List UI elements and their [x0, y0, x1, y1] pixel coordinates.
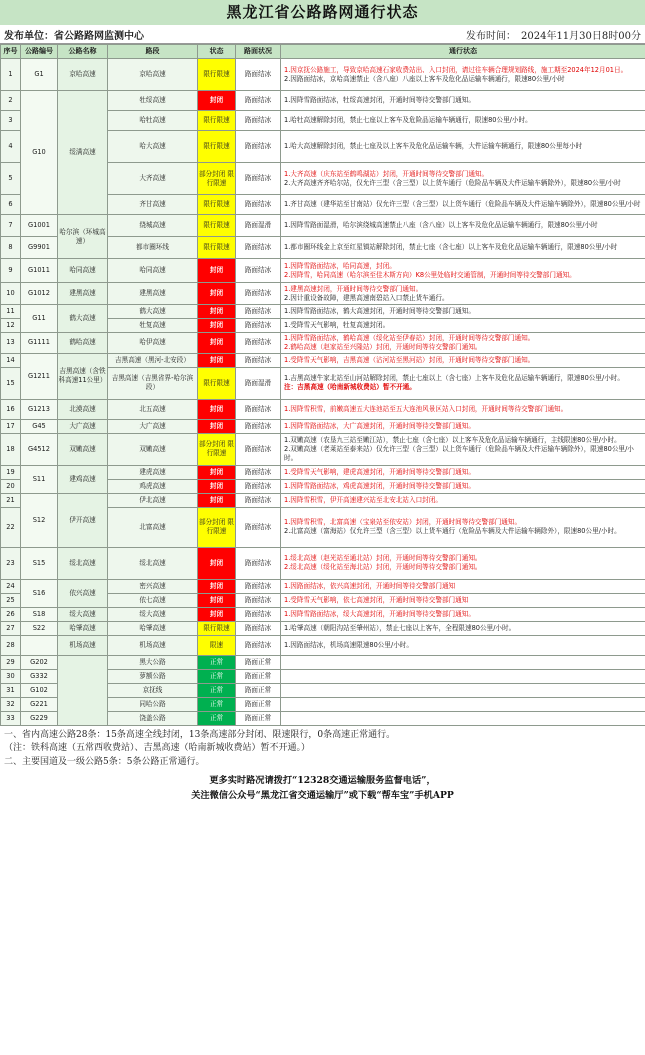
- road-segment: 黑大公路: [108, 655, 198, 669]
- traffic-info-line: 1.受降雪天气影响，吉黑高速（沾河站至黑河站）封闭，开通时间等待交警部门通知。: [284, 355, 535, 364]
- col-header-name: 公路名称: [58, 45, 108, 59]
- road-segment: 建黑高速: [108, 283, 198, 305]
- status-badge: 正常: [198, 655, 236, 669]
- road-name: [58, 655, 108, 725]
- page-title: 黑龙江省公路路网通行状态: [0, 0, 645, 25]
- summary-national-roads: 二、主要国道及一级公路5条：5条公路正常通行。: [4, 756, 205, 767]
- traffic-info-line: 2.绥北高速（绥化站至海北站）封闭，开通时间等待交警部门通知。: [284, 563, 482, 572]
- summary-footer: [0, 726, 645, 770]
- road-segment: 北五高速: [108, 399, 198, 419]
- table-row: [1, 305, 645, 319]
- surface-condition: 路面结冰: [236, 399, 281, 419]
- traffic-info-line: 2.因降雪，哈同高速（哈尔滨至佳木斯方向）K8公里处临时交通管制，开通时间等待交警部门通知。: [284, 270, 576, 279]
- row-seq: 3: [1, 111, 21, 131]
- status-badge: 正常: [198, 669, 236, 683]
- road-segment: 哈牡高速: [108, 111, 198, 131]
- traffic-info-line: 1.哈大高速解除封闭，禁止七座及以上客车及危化品运输车辆，大件运输车辆通行，限速80公里每小时: [284, 142, 583, 151]
- traffic-info-line: 1.因降雪路面结冰，牡绥高速封闭，开通时间等待交警部门通知。: [284, 96, 475, 105]
- road-code: S15: [21, 547, 58, 579]
- road-code: G1211: [21, 353, 58, 399]
- col-header-segment: 路段: [108, 45, 198, 59]
- traffic-info-line: 1.因路面结冰，依兴高速封闭，开通时间等待交警部门通知: [284, 581, 456, 590]
- row-seq: 10: [1, 283, 21, 305]
- surface-condition: 路面结冰: [236, 493, 281, 507]
- surface-condition: 路面结冰: [236, 91, 281, 111]
- road-segment: 绥北高速: [108, 547, 198, 579]
- traffic-info-line: 1.哈肇高速（朝阳沟站至肇州站），禁止七座以上客车，全程限速80公里/小时。: [284, 623, 516, 632]
- row-seq: 6: [1, 195, 21, 215]
- traffic-info: [281, 493, 645, 507]
- traffic-info: [281, 367, 645, 399]
- traffic-info: [281, 593, 645, 607]
- road-segment: 双嫩高速: [108, 433, 198, 465]
- traffic-info: [281, 669, 645, 683]
- road-code: G11: [21, 305, 58, 333]
- road-segment: 饶盖公路: [108, 711, 198, 725]
- status-badge: 封闭: [198, 579, 236, 593]
- status-badge: 部分封闭 限行限速: [198, 507, 236, 547]
- road-segment: 大广高速: [108, 419, 198, 433]
- road-segment: 鸡虎高速: [108, 479, 198, 493]
- road-name: 哈同高速: [58, 259, 108, 283]
- status-badge: 封闭: [198, 259, 236, 283]
- traffic-info-line: 1.因降雪路面结冰，鸡虎高速封闭，开通时间等待交警部门通知。: [284, 481, 475, 490]
- traffic-info: [281, 433, 645, 465]
- hotline-line-2: 关注微信公众号“黑龙江省交通运输厅”或下载“帮车宝”手机APP: [191, 790, 454, 802]
- traffic-info: [281, 111, 645, 131]
- road-segment: 京哈高速: [108, 59, 198, 91]
- publish-info-row: [0, 25, 645, 44]
- row-seq: 16: [1, 399, 21, 419]
- status-badge: 封闭: [198, 353, 236, 367]
- traffic-info-line: 1.因降雪路面结冰，鹤哈高速（绥化站至伊春站）封闭，开通时间等待交警部门通知。: [284, 334, 535, 342]
- traffic-info: [281, 131, 645, 163]
- table-row: [1, 579, 645, 593]
- road-segment: 北富高速: [108, 507, 198, 547]
- surface-condition: 路面结冰: [236, 419, 281, 433]
- surface-condition: 路面结冰: [236, 283, 281, 305]
- road-name: 双嫩高速: [58, 433, 108, 465]
- surface-condition: 路面结冰: [236, 593, 281, 607]
- row-seq: 9: [1, 259, 21, 283]
- table-row: [1, 493, 645, 507]
- traffic-info-line: 注：吉黑高速（哈南新城收费站）暂不开通。: [284, 383, 416, 392]
- row-seq: 25: [1, 593, 21, 607]
- road-name: 哈尔滨（环城高速）: [58, 215, 108, 259]
- row-seq: 26: [1, 607, 21, 621]
- publisher-label: 发布单位：省公路路网监测中心: [4, 30, 144, 42]
- status-badge: 封闭: [198, 305, 236, 319]
- road-name: 机场高速: [58, 635, 108, 655]
- row-seq: 7: [1, 215, 21, 237]
- traffic-info: [281, 237, 645, 259]
- traffic-info-line: 1.因降雪路面结冰，哈同高速，封闭。: [284, 261, 396, 270]
- status-badge: 封闭: [198, 465, 236, 479]
- row-seq: 22: [1, 507, 21, 547]
- table-row: [1, 333, 645, 354]
- road-segment: 鹤大高速: [108, 305, 198, 319]
- surface-condition: 路面结冰: [236, 353, 281, 367]
- traffic-info: [281, 697, 645, 711]
- row-seq: 5: [1, 163, 21, 195]
- status-badge: 限行限速: [198, 621, 236, 635]
- status-badge: 封闭: [198, 399, 236, 419]
- road-code: [21, 635, 58, 655]
- traffic-info-line: 1.受降雪天气影响，依七高速封闭，开通时间等待交警部门通知: [284, 595, 469, 604]
- traffic-info: [281, 59, 645, 91]
- traffic-info: [281, 479, 645, 493]
- row-seq: 30: [1, 669, 21, 683]
- traffic-info-line: 1.哈牡高速解除封闭，禁止七座以上客车及危险品运输车辆通行，限速80公里/小时。: [284, 116, 532, 125]
- road-status-table: [0, 44, 645, 726]
- road-name: 建黑高速: [58, 283, 108, 305]
- traffic-info-line: 1.因降雪路面结冰，绥大高速封闭，开通时间等待交警部门通知。: [284, 609, 475, 618]
- road-code: S16: [21, 579, 58, 607]
- traffic-info: [281, 163, 645, 195]
- table-row: [1, 215, 645, 237]
- table-body: [1, 59, 645, 726]
- traffic-info: [281, 465, 645, 479]
- traffic-info-line: 1.吉黑高速牛家北站至山河站解除封闭，禁止七座以上（含七座）上客车及危化品运输车辆通行，限速80公里/小时。: [284, 374, 624, 383]
- row-seq: 28: [1, 635, 21, 655]
- surface-condition: 路面正常: [236, 669, 281, 683]
- traffic-info-line: 2.双嫩高速（老莱站至泰来站）仅允许三型（含三型）以上货车通行（危险品车辆及大件运输车辆除外），限速80公里/小时。: [284, 444, 634, 462]
- road-segment: 同哈公路: [108, 697, 198, 711]
- table-row: [1, 59, 645, 91]
- road-code: G1011: [21, 259, 58, 283]
- status-badge: 限行限速: [198, 367, 236, 399]
- surface-condition: 路面湿滑: [236, 215, 281, 237]
- traffic-info-line: 1.因降雪积雪，伊开高速建兴站至北安北站入口封闭。: [284, 495, 442, 504]
- traffic-info-line: 1.因降雪积雪，前嫩高速五大连池站至五大连池风景区站入口封闭，开通时间等待交警部门通知。: [284, 404, 568, 413]
- road-segment: 绥大高速: [108, 607, 198, 621]
- surface-condition: 路面结冰: [236, 607, 281, 621]
- road-segment: 大齐高速: [108, 163, 198, 195]
- traffic-info-line: 1.因降雪路面结冰，大广高速封闭，开通时间等待交警部门通知。: [284, 421, 475, 430]
- traffic-info: [281, 711, 645, 725]
- row-seq: 4: [1, 131, 21, 163]
- traffic-info-line: 1.大齐高速（庆东站至鹤鸣湖站）封闭，开通时间等待交警部门通知。: [284, 169, 489, 178]
- col-header-seq: 序号: [1, 45, 21, 59]
- table-row: [1, 547, 645, 579]
- traffic-info-line: 2.鹤哈高速（赵家站至兴隆站）封闭，开通时间等待交警部门通知。: [284, 342, 482, 351]
- road-code: G229: [21, 711, 58, 725]
- row-seq: 32: [1, 697, 21, 711]
- status-badge: 封闭: [198, 607, 236, 621]
- road-code: G1213: [21, 399, 58, 419]
- row-seq: 18: [1, 433, 21, 465]
- road-name: 京哈高速: [58, 59, 108, 91]
- traffic-info-line: 1.绥北高速（赵光站至通北站）封闭，开通时间等待交警部门通知。: [284, 554, 482, 563]
- road-segment: 京抚线: [108, 683, 198, 697]
- traffic-info-line: 1.双嫩高速（农垦九三站至嫩江站），禁止七座（含七座）以上客车及危化品运输车辆通行，主线限速80公里/小时。: [284, 435, 621, 444]
- traffic-info: [281, 621, 645, 635]
- surface-condition: 路面结冰: [236, 333, 281, 354]
- road-code: G102: [21, 683, 58, 697]
- road-code: G10: [21, 91, 58, 215]
- surface-condition: 路面正常: [236, 683, 281, 697]
- traffic-info: [281, 683, 645, 697]
- road-code: G1: [21, 59, 58, 91]
- road-code: G1012: [21, 283, 58, 305]
- row-seq: 13: [1, 333, 21, 354]
- status-badge: 封闭: [198, 493, 236, 507]
- traffic-info: [281, 259, 645, 283]
- status-badge: 正常: [198, 697, 236, 711]
- traffic-info: [281, 195, 645, 215]
- traffic-info: [281, 305, 645, 319]
- surface-condition: 路面结冰: [236, 163, 281, 195]
- road-name: 依兴高速: [58, 579, 108, 607]
- row-seq: 31: [1, 683, 21, 697]
- traffic-info: [281, 319, 645, 333]
- surface-condition: 路面结冰: [236, 479, 281, 493]
- surface-condition: 路面正常: [236, 711, 281, 725]
- status-badge: 限行限速: [198, 215, 236, 237]
- road-name: 绥北高速: [58, 547, 108, 579]
- status-badge: 部分封闭 限行限速: [198, 163, 236, 195]
- traffic-info: [281, 333, 645, 354]
- road-name: 绥大高速: [58, 607, 108, 621]
- road-name: 鹤哈高速: [58, 333, 108, 354]
- surface-condition: 路面结冰: [236, 465, 281, 479]
- traffic-info: [281, 215, 645, 237]
- status-badge: 限行限速: [198, 111, 236, 131]
- row-seq: 14: [1, 353, 21, 367]
- traffic-info-line: 1.都市圈环线金上京至红星镇站解除封闭，禁止七座（含七座）以上客车及危化品运输车辆通行，限速80公里/小时: [284, 243, 618, 252]
- row-seq: 2: [1, 91, 21, 111]
- table-row: [1, 399, 645, 419]
- row-seq: 27: [1, 621, 21, 635]
- traffic-info-line: 1.受降雪天气影响，牡复高速封闭。: [284, 321, 390, 330]
- surface-condition: 路面结冰: [236, 305, 281, 319]
- road-segment: 哈同高速: [108, 259, 198, 283]
- traffic-info-line: 2.北富高速（富海站）仅允许三型（含三型）以上货车通行（危险品车辆及大件运输车辆除外），限速80公里/小时。: [284, 527, 621, 536]
- hotline-line-1: 更多实时路况请拨打“12328交通运输服务监督电话”，: [209, 775, 436, 787]
- road-segment: 都市圈环线: [108, 237, 198, 259]
- status-badge: 封闭: [198, 593, 236, 607]
- road-segment: 哈伊高速: [108, 333, 198, 354]
- road-code: G9901: [21, 237, 58, 259]
- status-badge: 限速: [198, 635, 236, 655]
- row-seq: 33: [1, 711, 21, 725]
- status-badge: 封闭: [198, 419, 236, 433]
- road-code: G202: [21, 655, 58, 669]
- road-code: S22: [21, 621, 58, 635]
- road-name: 绥满高速: [58, 91, 108, 215]
- status-badge: 正常: [198, 711, 236, 725]
- row-seq: 11: [1, 305, 21, 319]
- traffic-info-line: 1.因京抚公路施工，导致京哈高速石家收费站出、入口封闭，请过往车辆合理规划路线，施工期至2024年12月01日。: [284, 65, 628, 74]
- row-seq: 15: [1, 367, 21, 399]
- traffic-info: [281, 579, 645, 593]
- road-name: 建鸡高速: [58, 465, 108, 493]
- traffic-info-line: 2.因路面结冰，京哈高速禁止（含八座）八座以上客车及危化品运输车辆通行，限速80公里/小时: [284, 74, 565, 83]
- col-header-status: 状态: [198, 45, 236, 59]
- row-seq: 1: [1, 59, 21, 91]
- road-segment: 建虎高速: [108, 465, 198, 479]
- surface-condition: 路面结冰: [236, 433, 281, 465]
- road-name: 伊开高速: [58, 493, 108, 547]
- summary-highways: 一、省内高速公路28条：15条高速全线封闭，13条高速部分封闭、限速限行，0条高速正常通行。: [4, 729, 396, 740]
- surface-condition: 路面结冰: [236, 111, 281, 131]
- row-seq: 17: [1, 419, 21, 433]
- row-seq: 21: [1, 493, 21, 507]
- traffic-info-line: 1.建黑高速封闭，开通时间等待交警部门通知。: [284, 284, 423, 293]
- road-code: G1111: [21, 333, 58, 354]
- road-name: 鹤大高速: [58, 305, 108, 333]
- table-row: [1, 655, 645, 669]
- traffic-info: [281, 353, 645, 367]
- status-badge: 封闭: [198, 91, 236, 111]
- surface-condition: 路面结冰: [236, 579, 281, 593]
- road-segment: 机场高速: [108, 635, 198, 655]
- road-name: 哈肇高速: [58, 621, 108, 635]
- road-segment: 密兴高速: [108, 579, 198, 593]
- traffic-info-line: 1.因降雪积雪，北富高速（宝泉站至依安站）封闭，开通时间等待交警部门通知。: [284, 518, 522, 527]
- table-row: [1, 607, 645, 621]
- row-seq: 12: [1, 319, 21, 333]
- row-seq: 8: [1, 237, 21, 259]
- surface-condition: 路面正常: [236, 655, 281, 669]
- col-header-surface: 路面状况: [236, 45, 281, 59]
- road-segment: 依七高速: [108, 593, 198, 607]
- traffic-info-line: 2.大齐高速齐齐哈尔站，仅允许三型（含三型）以上货车通行（危险品车辆及大件运输车辆除外），限速80公里/小时: [284, 178, 621, 187]
- road-code: S18: [21, 607, 58, 621]
- road-segment: 齐甘高速: [108, 195, 198, 215]
- row-seq: 19: [1, 465, 21, 479]
- road-segment: 萝额公路: [108, 669, 198, 683]
- surface-condition: 路面结冰: [236, 131, 281, 163]
- table-row: [1, 465, 645, 479]
- row-seq: 29: [1, 655, 21, 669]
- road-code: G221: [21, 697, 58, 711]
- status-badge: 限行限速: [198, 237, 236, 259]
- row-seq: 23: [1, 547, 21, 579]
- table-row: [1, 259, 645, 283]
- col-header-code: 公路编号: [21, 45, 58, 59]
- table-row: [1, 621, 645, 635]
- surface-condition: 路面结冰: [236, 507, 281, 547]
- surface-condition: 路面正常: [236, 697, 281, 711]
- surface-condition: 路面湿滑: [236, 367, 281, 399]
- traffic-info-line: 2.因计重设备故障，建黑高速南碧站入口禁止货车通行。: [284, 293, 449, 302]
- table-row: [1, 635, 645, 655]
- road-code: G332: [21, 669, 58, 683]
- row-seq: 24: [1, 579, 21, 593]
- surface-condition: 路面结冰: [236, 319, 281, 333]
- surface-condition: 路面结冰: [236, 547, 281, 579]
- table-row: [1, 419, 645, 433]
- road-name: 北漠高速: [58, 399, 108, 419]
- col-header-traffic: 通行状态: [281, 45, 645, 59]
- status-badge: 正常: [198, 683, 236, 697]
- status-badge: 封闭: [198, 283, 236, 305]
- row-seq: 20: [1, 479, 21, 493]
- traffic-info: [281, 607, 645, 621]
- status-badge: 封闭: [198, 479, 236, 493]
- traffic-info: [281, 635, 645, 655]
- road-code: G45: [21, 419, 58, 433]
- traffic-info-line: 1.因降雪路面湿滑，哈尔滨绕城高速禁止八座（含八座）以上客车及危化品运输车辆通行，限速80公里/小时: [284, 221, 598, 230]
- publish-time: 发布时间： 2024年11月30日8时00分: [466, 30, 641, 42]
- traffic-info: [281, 655, 645, 669]
- surface-condition: 路面结冰: [236, 59, 281, 91]
- status-badge: 限行限速: [198, 195, 236, 215]
- road-segment: 吉黑高速（黑河-北安段）: [108, 353, 198, 367]
- surface-condition: 路面结冰: [236, 259, 281, 283]
- summary-note: （注：铁科高速（五常西收费站）、吉黑高速（哈南新城收费站）暂不开通。）: [4, 743, 311, 754]
- traffic-info: [281, 419, 645, 433]
- status-badge: 封闭: [198, 547, 236, 579]
- traffic-info: [281, 399, 645, 419]
- traffic-info-line: 1.因路面结冰，机场高速限速80公里/小时。: [284, 640, 413, 649]
- road-segment: 牡复高速: [108, 319, 198, 333]
- road-segment: 哈肇高速: [108, 621, 198, 635]
- road-segment: 吉黑高速（吉黑省界-哈尔滨段）: [108, 367, 198, 399]
- road-name: 吉黑高速（含铁科高速11公里）: [58, 353, 108, 399]
- table-row: [1, 353, 645, 367]
- table-header-row: [1, 45, 645, 59]
- road-code: S11: [21, 465, 58, 493]
- table-row: [1, 91, 645, 111]
- hotline-notice: [0, 773, 645, 803]
- traffic-info: [281, 547, 645, 579]
- traffic-info: [281, 507, 645, 547]
- table-row: [1, 283, 645, 305]
- status-badge: 部分封闭 限行限速: [198, 433, 236, 465]
- road-segment: 牡绥高速: [108, 91, 198, 111]
- traffic-info-line: 1.受降雪天气影响，建虎高速封闭，开通时间等待交警部门通知。: [284, 467, 475, 476]
- status-badge: 限行限速: [198, 59, 236, 91]
- table-row: [1, 433, 645, 465]
- road-code: G1001: [21, 215, 58, 237]
- traffic-info-line: 1.因降雪路面结冰，鹤大高速封闭，开通时间等待交警部门通知。: [284, 307, 475, 316]
- traffic-info: [281, 283, 645, 305]
- road-name: 大广高速: [58, 419, 108, 433]
- status-badge: 封闭: [198, 333, 236, 354]
- surface-condition: 路面结冰: [236, 621, 281, 635]
- road-segment: 哈大高速: [108, 131, 198, 163]
- road-segment: 绕城高速: [108, 215, 198, 237]
- status-badge: 封闭: [198, 319, 236, 333]
- road-code: G4512: [21, 433, 58, 465]
- road-code: S12: [21, 493, 58, 547]
- surface-condition: 路面结冰: [236, 195, 281, 215]
- road-segment: 伊北高速: [108, 493, 198, 507]
- surface-condition: 路面结冰: [236, 237, 281, 259]
- traffic-info-line: 1.齐甘高速（建华站至甘南站）仅允许三型（含三型）以上货车通行（危险品车辆及大件运输车辆除外），限速80公里/小时: [284, 200, 641, 209]
- status-badge: 限行限速: [198, 131, 236, 163]
- traffic-info: [281, 91, 645, 111]
- surface-condition: 路面结冰: [236, 635, 281, 655]
